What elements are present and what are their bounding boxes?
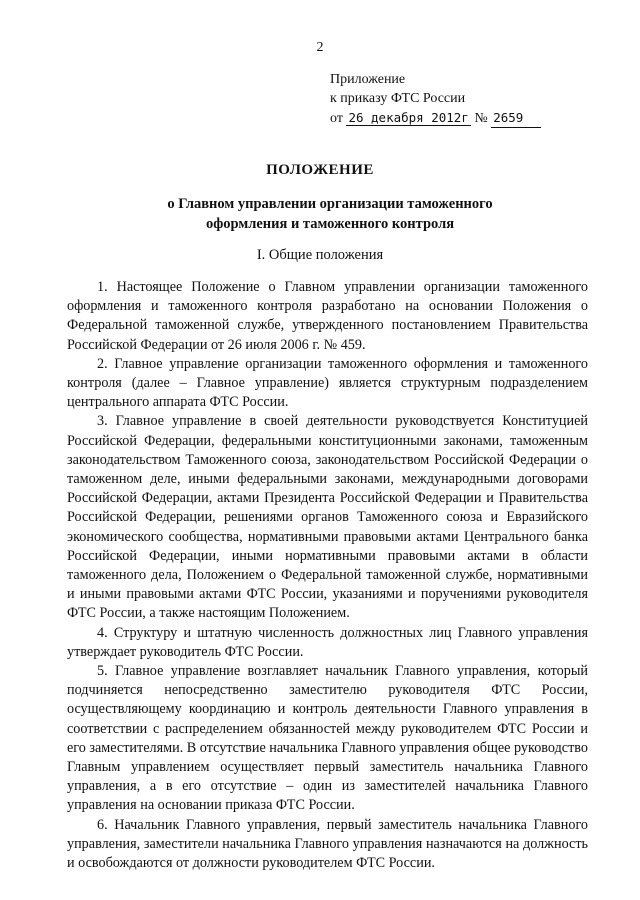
- order-number: 2659: [491, 108, 541, 128]
- document-subtitle: [140, 194, 520, 234]
- paragraph-1: 1. Настоящее Положение о Главном управлении организации таможенного оформления и таможенного контроля разработано на основании Положения о Федеральной таможенной службе, утвержденного постановлением Правительства Российской Федерации от 26 июля 2006 г. № 459.: [67, 279, 588, 353]
- appendix-block: [330, 70, 541, 128]
- subtitle-line-1: о Главном управлении организации таможенного: [167, 196, 493, 212]
- order-date: 26 декабря 2012г: [348, 110, 469, 125]
- paragraph-2: 2. Главное управление организации таможенного оформления и таможенного контроля (далее – Главное управление) является структурным подразделением центрального аппарата ФТС России.: [67, 355, 588, 411]
- appendix-label: Приложение: [330, 72, 406, 87]
- document-title: ПОЛОЖЕНИЕ: [266, 162, 374, 178]
- paragraph-4: 4. Структуру и штатную численность должностных лиц Главного управления утверждает руководитель ФТС России.: [67, 624, 588, 660]
- page-number: 2: [316, 40, 324, 55]
- number-sign: №: [474, 111, 488, 126]
- subtitle-line-2: оформления и таможенного контроля: [205, 216, 455, 232]
- paragraph-5: 5. Главное управление возглавляет начальник Главного управления, который подчиняется непосредственно заместителю руководителя ФТС России, осуществляющему координацию и контроль деятельности Главного управления в соответствии с распределением обязанностей между руководителем ФТС России и его заместителями. В отсутствие начальника Главного управления общее руководство Главным управлением осуществляет первый заместитель начальника Главного управления, а в его отсутствие – один из заместителей начальника Главного управления на основании приказа ФТС России.: [67, 663, 588, 814]
- order-prefix: от: [330, 111, 343, 126]
- appendix-order-reference: к приказу ФТС России: [330, 91, 466, 106]
- document-body: [67, 278, 588, 873]
- section-heading: I. Общие положения: [256, 247, 384, 263]
- paragraph-6: 6. Начальник Главного управления, первый заместитель начальника Главного управления, заместители начальника Главного управления назначаются на должность и освобождаются от должности руководителем ФТС России.: [67, 816, 588, 872]
- paragraph-3: 3. Главное управление в своей деятельности руководствуется Конституцией Российской Федерации, федеральными конституционными законами, таможенным законодательством Таможенного союза, законодательством Российской Федерации о таможенном деле, иными федеральными законами, международными договорами Российской Федерации, актами Президента Российской Федерации и Правительства Российской Федерации, решениями органов Таможенного союза и Евразийского экономического сообщества, нормативными правовыми актами Центрального банка Российской Федерации, иными нормативными правовыми актами в области таможенного дела, Положением о Федеральной таможенной службе, нормативными и иными правовыми актами ФТС России, указаниями и поручениями руководителя ФТС России, а также настоящим Положением.: [67, 413, 588, 622]
- order-date-line: [330, 108, 541, 128]
